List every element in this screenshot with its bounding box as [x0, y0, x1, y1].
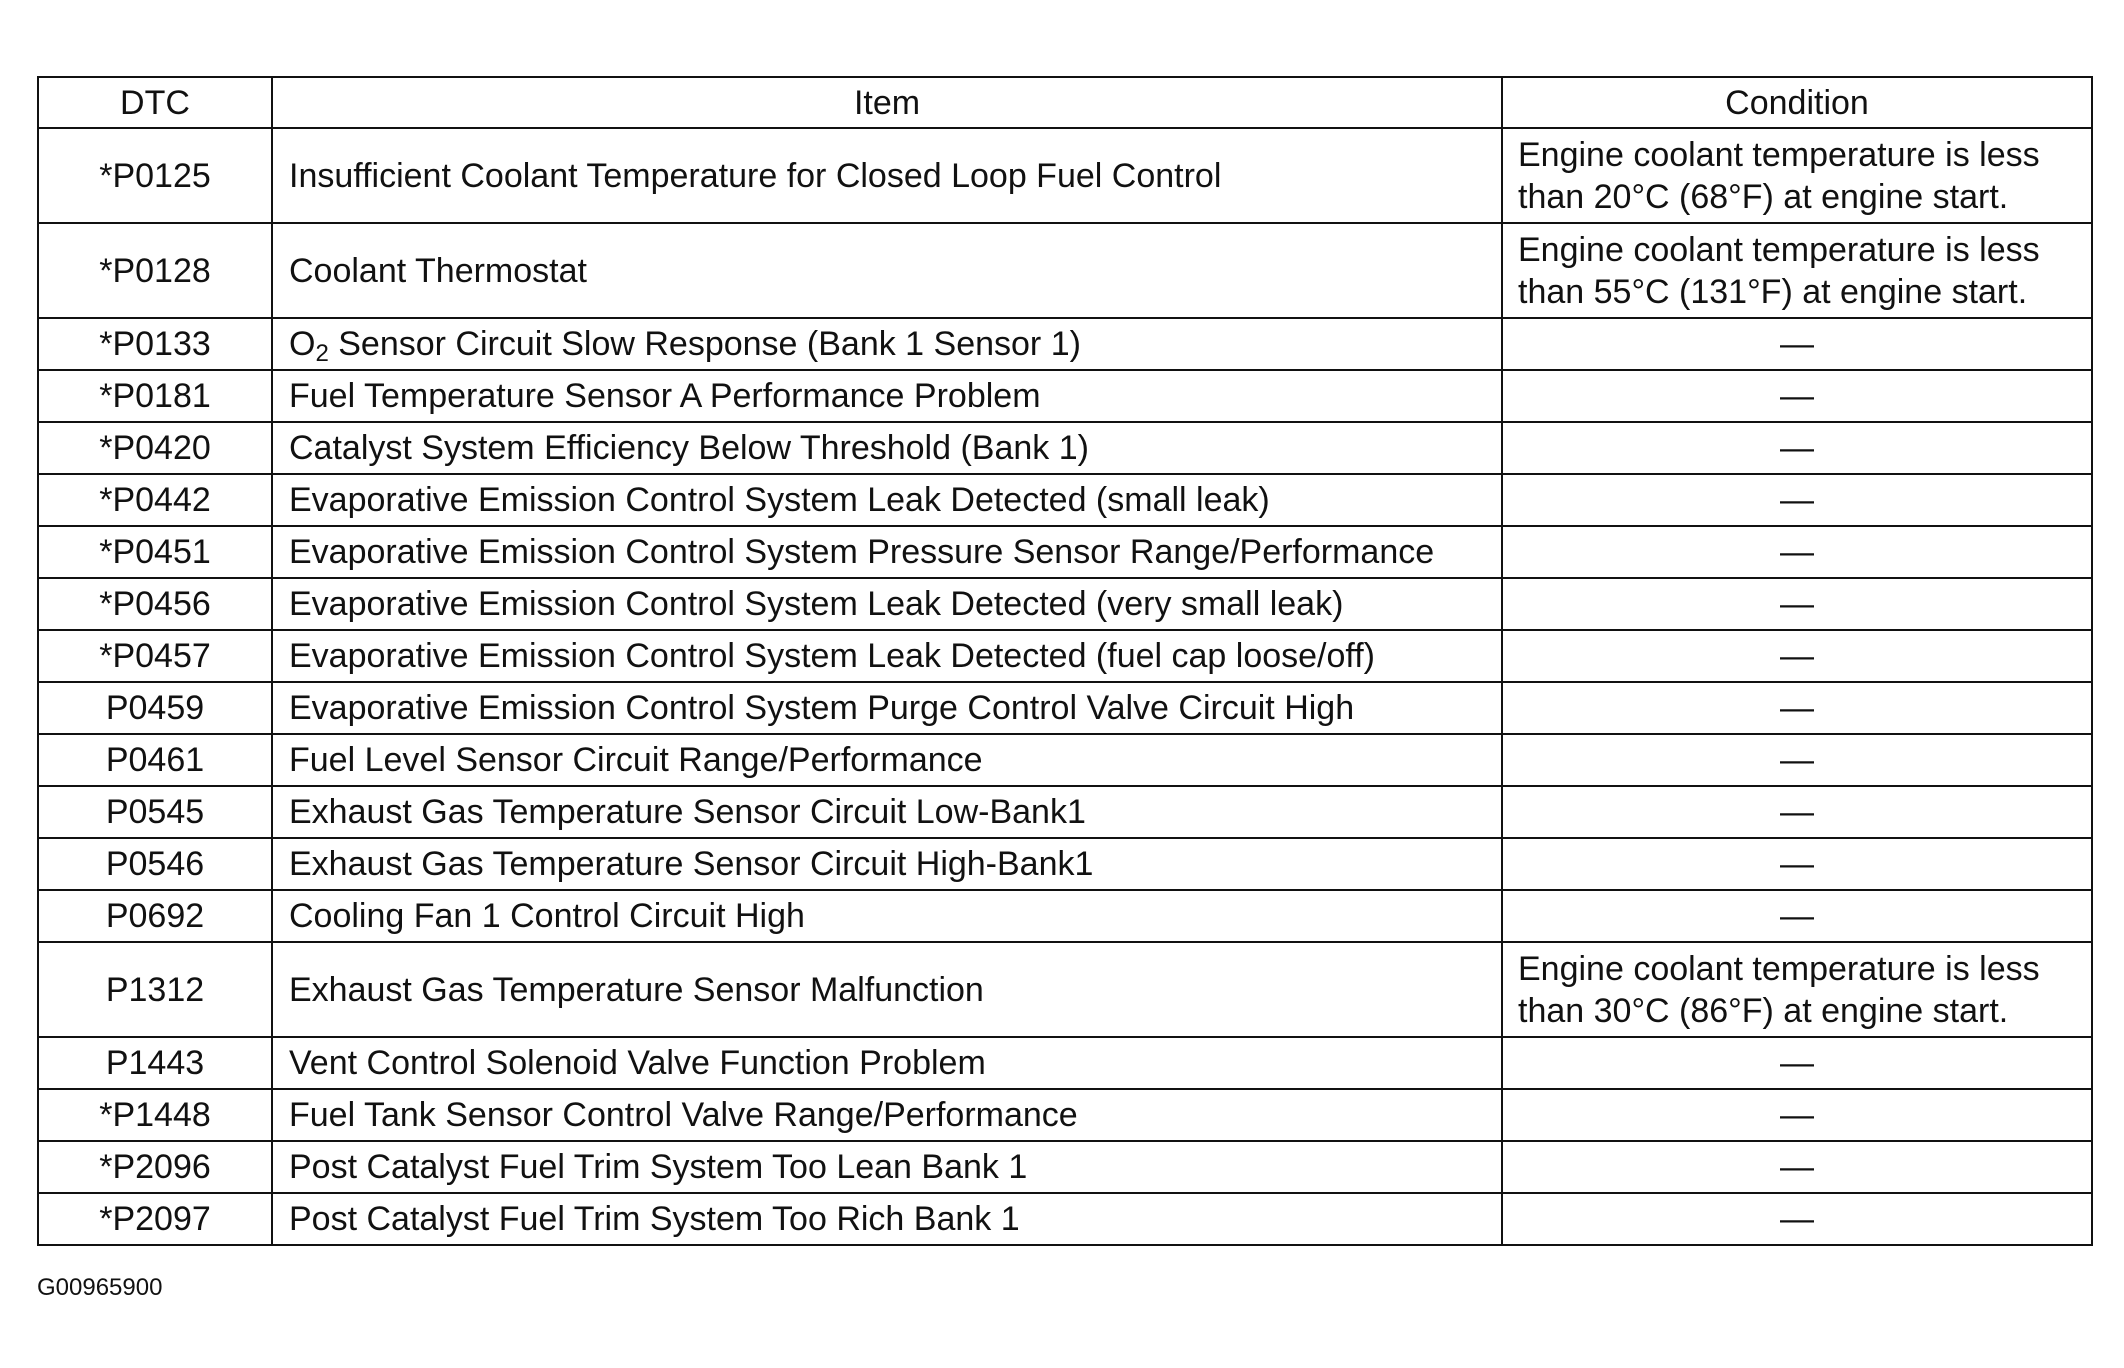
table-row — [38, 734, 2092, 786]
item-text-suffix: Sensor Circuit Slow Response (Bank 1 Sensor 1) — [328, 325, 1081, 363]
dtc-condition: — — [1502, 318, 2092, 370]
dtc-item: Coolant Thermostat — [272, 223, 1502, 318]
dtc-condition: Engine coolant temperature is less than 55°C (131°F) at engine start. — [1502, 223, 2092, 318]
header-condition: Condition — [1502, 77, 2092, 128]
item-subscript: 2 — [315, 340, 329, 367]
dtc-item: Post Catalyst Fuel Trim System Too Rich Bank 1 — [272, 1193, 1502, 1245]
header-row — [38, 77, 2092, 128]
dtc-condition: — — [1502, 422, 2092, 474]
dtc-condition: — — [1502, 474, 2092, 526]
header-dtc: DTC — [38, 77, 272, 128]
dtc-item: Cooling Fan 1 Control Circuit High — [272, 890, 1502, 942]
dtc-code: *P0181 — [38, 370, 272, 422]
dtc-condition: — — [1502, 526, 2092, 578]
dtc-code: *P0456 — [38, 578, 272, 630]
dtc-item: Vent Control Solenoid Valve Function Problem — [272, 1037, 1502, 1089]
dtc-condition: — — [1502, 786, 2092, 838]
dtc-code: *P0133 — [38, 318, 272, 370]
table-header — [38, 77, 2092, 128]
dtc-code: *P2097 — [38, 1193, 272, 1245]
dtc-code: *P0125 — [38, 128, 272, 223]
dtc-item: Exhaust Gas Temperature Sensor Circuit High-Bank1 — [272, 838, 1502, 890]
table-row — [38, 578, 2092, 630]
table-row — [38, 1193, 2092, 1245]
dtc-condition: — — [1502, 1037, 2092, 1089]
table-row — [38, 526, 2092, 578]
dtc-code: P1312 — [38, 942, 272, 1037]
table-row — [38, 318, 2092, 370]
table-row — [38, 630, 2092, 682]
dtc-condition: Engine coolant temperature is less than 20°C (68°F) at engine start. — [1502, 128, 2092, 223]
dtc-item: Post Catalyst Fuel Trim System Too Lean Bank 1 — [272, 1141, 1502, 1193]
dtc-item: Evaporative Emission Control System Leak Detected (small leak) — [272, 474, 1502, 526]
dtc-item: Evaporative Emission Control System Leak Detected (fuel cap loose/off) — [272, 630, 1502, 682]
table-row — [38, 786, 2092, 838]
dtc-condition: — — [1502, 838, 2092, 890]
table-row — [38, 890, 2092, 942]
dtc-code: P0545 — [38, 786, 272, 838]
dtc-code: *P0128 — [38, 223, 272, 318]
table-row — [38, 370, 2092, 422]
dtc-code: P1443 — [38, 1037, 272, 1089]
dtc-item: Fuel Level Sensor Circuit Range/Performance — [272, 734, 1502, 786]
dtc-code: *P0457 — [38, 630, 272, 682]
dtc-condition: — — [1502, 734, 2092, 786]
dtc-item: Catalyst System Efficiency Below Threshold (Bank 1) — [272, 422, 1502, 474]
dtc-item: Evaporative Emission Control System Pressure Sensor Range/Performance — [272, 526, 1502, 578]
table-row — [38, 1089, 2092, 1141]
dtc-code: *P0451 — [38, 526, 272, 578]
table-row — [38, 682, 2092, 734]
dtc-item: Evaporative Emission Control System Purge Control Valve Circuit High — [272, 682, 1502, 734]
dtc-item: Fuel Tank Sensor Control Valve Range/Performance — [272, 1089, 1502, 1141]
dtc-code: *P2096 — [38, 1141, 272, 1193]
dtc-condition: — — [1502, 890, 2092, 942]
dtc-condition: — — [1502, 1089, 2092, 1141]
figure-id: G00965900 — [37, 1274, 163, 1301]
table-row — [38, 128, 2092, 223]
table-row — [38, 474, 2092, 526]
dtc-code: *P0420 — [38, 422, 272, 474]
dtc-code: *P0442 — [38, 474, 272, 526]
dtc-item: Insufficient Coolant Temperature for Closed Loop Fuel Control — [272, 128, 1502, 223]
table-row — [38, 223, 2092, 318]
table-row — [38, 942, 2092, 1037]
dtc-condition: — — [1502, 370, 2092, 422]
table-row — [38, 1141, 2092, 1193]
dtc-condition: — — [1502, 1141, 2092, 1193]
dtc-item: Exhaust Gas Temperature Sensor Malfunction — [272, 942, 1502, 1037]
dtc-code: P0459 — [38, 682, 272, 734]
item-text-prefix: O — [289, 325, 316, 363]
dtc-code: P0692 — [38, 890, 272, 942]
dtc-condition: Engine coolant temperature is less than 30°C (86°F) at engine start. — [1502, 942, 2092, 1037]
dtc-condition: — — [1502, 682, 2092, 734]
dtc-condition: — — [1502, 630, 2092, 682]
dtc-code: P0546 — [38, 838, 272, 890]
dtc-item: Evaporative Emission Control System Leak Detected (very small leak) — [272, 578, 1502, 630]
dtc-code: *P1448 — [38, 1089, 272, 1141]
table-row — [38, 422, 2092, 474]
table-row — [38, 838, 2092, 890]
dtc-item: Fuel Temperature Sensor A Performance Problem — [272, 370, 1502, 422]
table-row — [38, 1037, 2092, 1089]
dtc-item — [272, 318, 1502, 370]
dtc-condition: — — [1502, 578, 2092, 630]
dtc-condition: — — [1502, 1193, 2092, 1245]
dtc-item: Exhaust Gas Temperature Sensor Circuit Low-Bank1 — [272, 786, 1502, 838]
dtc-table — [37, 76, 2093, 1246]
table-body — [38, 128, 2092, 1245]
dtc-code: P0461 — [38, 734, 272, 786]
header-item: Item — [272, 77, 1502, 128]
